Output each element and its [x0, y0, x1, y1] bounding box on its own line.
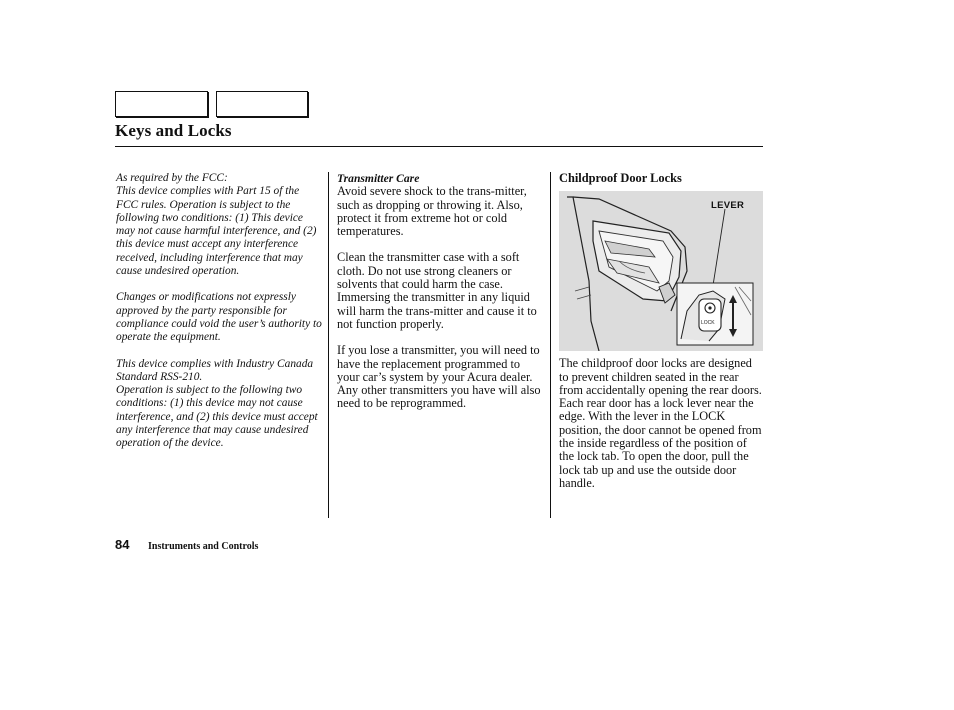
column-divider	[550, 172, 551, 518]
tab-placeholder-box	[115, 91, 208, 117]
childproof-locks-paragraph: The childproof door locks are designed to prevent children seated in the rear from accidentally opening the rear doors. Each rear door has a lock lever near the edge. With the lever in the LOCK position, the door cannot be opened from the inside regardless of the position of the lock tab. To open the door, pull the lock tab up and use the outside door handle.	[559, 356, 762, 490]
cleaning-paragraph: Clean the transmitter case with a soft cloth. Do not use strong cleaners or solvents that could harm the case. Immersing the transmitter in any liquid will harm the trans-mitter and cause it to not function properly.	[337, 250, 537, 331]
transmitter-care-column	[337, 172, 543, 411]
modifications-paragraph: Changes or modifications not expressly approved by the party responsible for compliance could void the user’s authority to operate the equipment.	[116, 291, 322, 344]
door-lock-illustration	[559, 191, 763, 351]
door-lever-drawing	[559, 191, 763, 351]
fcc-notice-column	[116, 172, 324, 451]
column-divider	[328, 172, 329, 518]
svg-text:LOCK: LOCK	[701, 320, 715, 327]
section-name: Instruments and Controls	[148, 541, 259, 552]
transmitter-care-heading: Transmitter Care	[337, 172, 420, 185]
industry-canada-intro: This device complies with Industry Canada Standard RSS-210.	[116, 357, 314, 383]
transmitter-care-paragraph: Avoid severe shock to the trans-mitter, such as dropping or throwing it. Also, protect it from extreme hot or cold temperatures.	[337, 184, 527, 239]
industry-canada-paragraph: Operation is subject to the following two conditions: (1) this device may not cause interference, and (2) this device must accept any interference that may cause undesired operation of the device.	[116, 384, 318, 450]
tab-placeholder-box	[216, 91, 308, 117]
fcc-paragraph: This device complies with Part 15 of the FCC rules. Operation is subject to the following two conditions: (1) This device may not cause harmful interference, and (2) this device must accept any interference received, including interference that may cause undesired operation.	[116, 185, 317, 278]
childproof-locks-heading: Childproof Door Locks	[559, 171, 682, 185]
title-divider	[115, 146, 763, 147]
childproof-locks-column	[559, 172, 764, 490]
lost-transmitter-paragraph: If you lose a transmitter, you will need to have the replacement programmed to your car’s system by your Acura dealer. Any other transmitters you have will also need to be reprogrammed.	[337, 343, 541, 411]
fcc-intro: As required by the FCC:	[116, 172, 228, 184]
lever-label: LEVER	[711, 200, 745, 212]
page-title: Keys and Locks	[115, 121, 232, 140]
page-number: 84	[115, 537, 130, 552]
